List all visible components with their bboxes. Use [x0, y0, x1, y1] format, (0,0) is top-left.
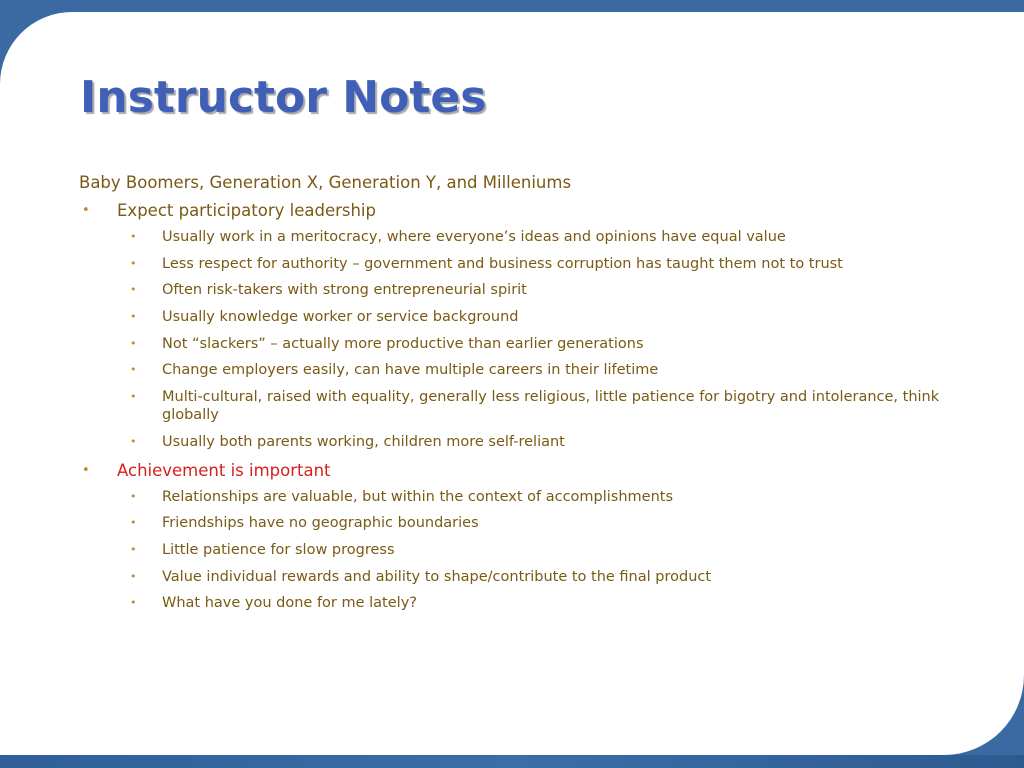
sub-bullet	[79, 308, 959, 326]
sub-bullet	[79, 228, 959, 246]
sub-bullet	[79, 281, 959, 299]
sub-bullet-text: What have you done for me lately?	[162, 595, 417, 612]
sub-bullet-text: Friendships have no geographic boundaries	[162, 515, 479, 532]
sub-bullet-text: Relationships are valuable, but within the context of accomplishments	[162, 488, 674, 505]
sub-bullet-text: Value individual rewards and ability to shape/contribute to the final product	[162, 568, 712, 585]
sub-bullet	[79, 433, 959, 451]
sub-bullet-text: Change employers easily, can have multiple careers in their lifetime	[162, 362, 659, 379]
sub-bullet-text: Usually knowledge worker or service background	[162, 309, 519, 326]
sub-bullet	[79, 335, 959, 353]
slide-body	[79, 172, 959, 621]
sub-bullet	[79, 361, 959, 379]
sub-bullet	[79, 388, 959, 424]
slide-title: Instructor Notes	[80, 72, 487, 123]
bullet-dot-icon: •	[82, 203, 90, 218]
frame-top	[0, 0, 1024, 12]
bullet-dot-icon: •	[130, 336, 137, 350]
sub-bullet	[79, 255, 959, 273]
bullet-dot-icon: •	[130, 434, 137, 448]
frame-bottom	[0, 755, 1024, 768]
bullet-dot-icon: •	[130, 542, 137, 556]
sub-bullet	[79, 594, 959, 612]
sub-bullet	[79, 488, 959, 506]
bullet-dot-icon: •	[130, 596, 137, 610]
sub-bullet-text: Often risk-takers with strong entrepreneurial spirit	[162, 282, 527, 299]
sub-bullet-text: Not “slackers” – actually more productive than earlier generations	[162, 335, 644, 352]
sub-bullet	[79, 568, 959, 586]
bullet-achievement-important	[79, 460, 959, 482]
bullet-dot-icon: •	[130, 256, 137, 270]
sub-bullet-text: Little patience for slow progress	[162, 541, 395, 558]
sub-bullet-text: Multi-cultural, raised with equality, generally less religious, little patience for bigotry and intolerance, think globally	[162, 389, 940, 424]
bullet-dot-icon: •	[130, 363, 137, 377]
bullet-dot-icon: •	[130, 230, 137, 243]
sub-bullet-text: Usually both parents working, children more self-reliant	[162, 433, 565, 450]
sub-bullet	[79, 514, 959, 532]
sub-bullet-text: Less respect for authority – government and business corruption has taught them not to trust	[162, 255, 843, 272]
bullet-dot-icon: •	[130, 516, 137, 530]
bullet-dot-icon: •	[82, 462, 90, 478]
bullet-dot-icon: •	[130, 310, 137, 324]
bullet-dot-icon: •	[130, 283, 137, 297]
bullet-participatory-leadership	[79, 200, 959, 222]
bullet-label: Expect participatory leadership	[117, 201, 376, 220]
bullet-dot-icon: •	[130, 489, 137, 503]
sub-bullet-text: Usually work in a meritocracy, where everyone’s ideas and opinions have equal value	[162, 229, 786, 245]
sub-bullet	[79, 541, 959, 559]
bullet-dot-icon: •	[130, 390, 137, 404]
intro-line: Baby Boomers, Generation X, Generation Y, and Milleniums	[79, 173, 572, 192]
bullet-label: Achievement is important	[117, 460, 331, 480]
bullet-dot-icon: •	[130, 569, 137, 583]
